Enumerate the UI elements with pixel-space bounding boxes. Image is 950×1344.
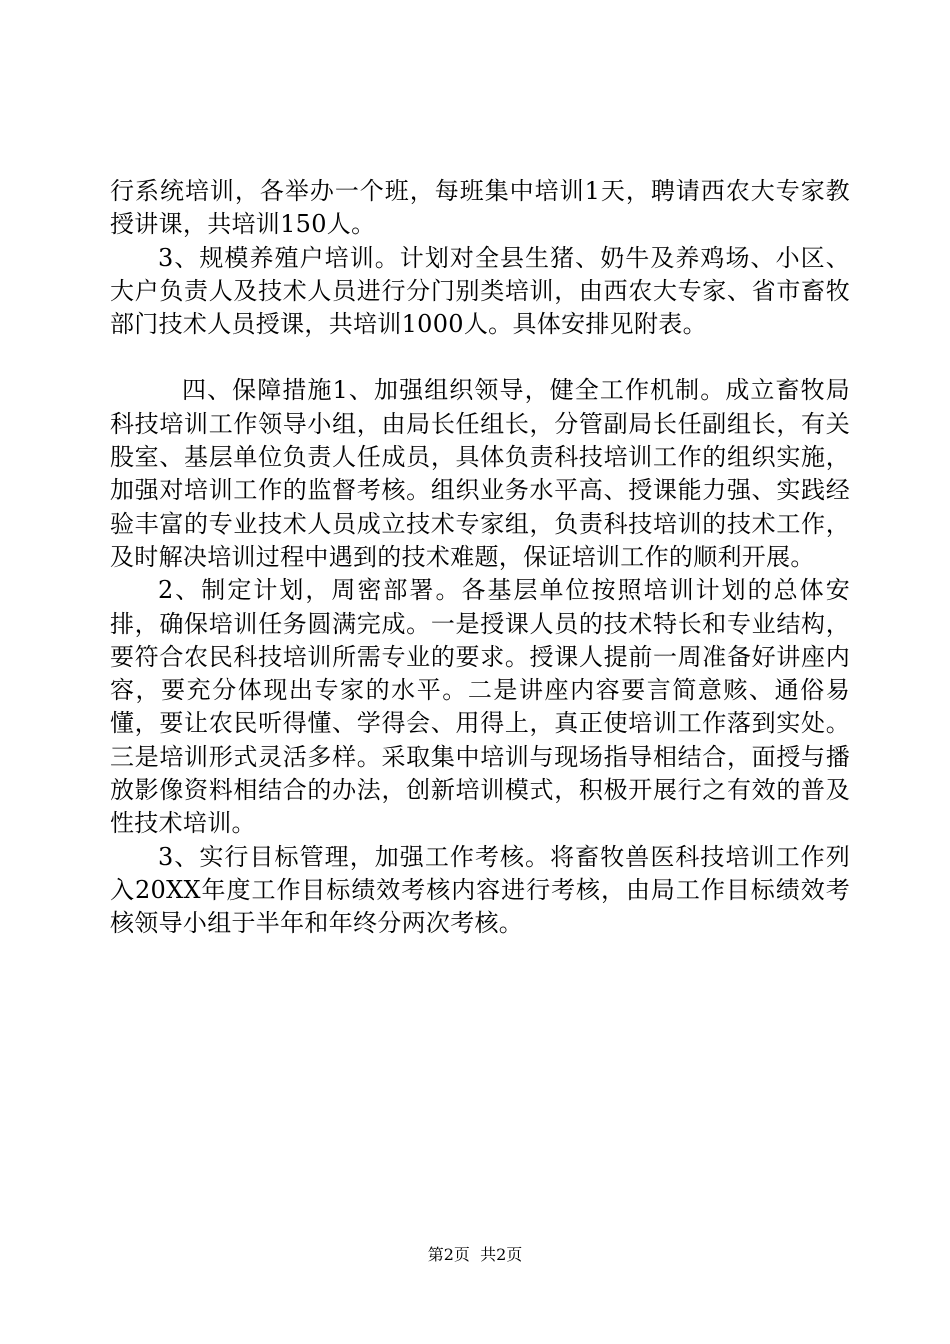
paragraph-safeguard-measures: 四、保障措施1、加强组织领导，健全工作机制。成立畜牧局科技培训工作领导小组，由局长任组长，分管副局长任副组长，有关股室、基层单位负责人任成员，具体负责科技培训工作的组织实施，加强对培训工作的监督考核。组织业务水平高、授课能力强、实践经验丰富的专业技术人员成立技术专家组，负责科技培训的技术工作，及时解决培训过程中遇到的技术难题，保证培训工作的顺利开展。: [110, 376, 850, 571]
paragraph-target-management: 3、实行目标管理，加强工作考核。将畜牧兽医科技培训工作列入20XX年度工作目标绩效考核内容进行考核，由局工作目标绩效考核领导小组于半年和年终分两次考核。: [110, 842, 850, 938]
page-total: 共2页: [480, 1245, 523, 1264]
paragraph-farmer-training: 3、规模养殖户培训。计划对全县生猪、奶牛及养鸡场、小区、大户负责人及技术人员进行分门别类培训，由西农大专家、省市畜牧部门技术人员授课，共培训1000人。具体安排见附表。: [110, 243, 850, 339]
paragraph-continuation: 行系统培训，各举办一个班，每班集中培训1天，聘请西农大专家教授讲课，共培训150人。: [110, 177, 850, 239]
paragraph-planning: 2、制定计划，周密部署。各基层单位按照培训计划的总体安排，确保培训任务圆满完成。一是授课人员的技术特长和专业结构，要符合农民科技培训所需专业的要求。授课人提前一周准备好讲座内容，要充分体现出专家的水平。二是讲座内容要言简意赅、通俗易懂，要让农民听得懂、学得会、用得上，真正使培训工作落到实处。三是培训形式灵活多样。采取集中培训与现场指导相结合，面授与播放影像资料相结合的办法，创新培训模式，积极开展行之有效的普及性技术培训。: [110, 576, 850, 838]
page-number: 第2页: [427, 1245, 470, 1264]
document-body: [110, 175, 850, 941]
page-footer: [0, 1244, 950, 1266]
